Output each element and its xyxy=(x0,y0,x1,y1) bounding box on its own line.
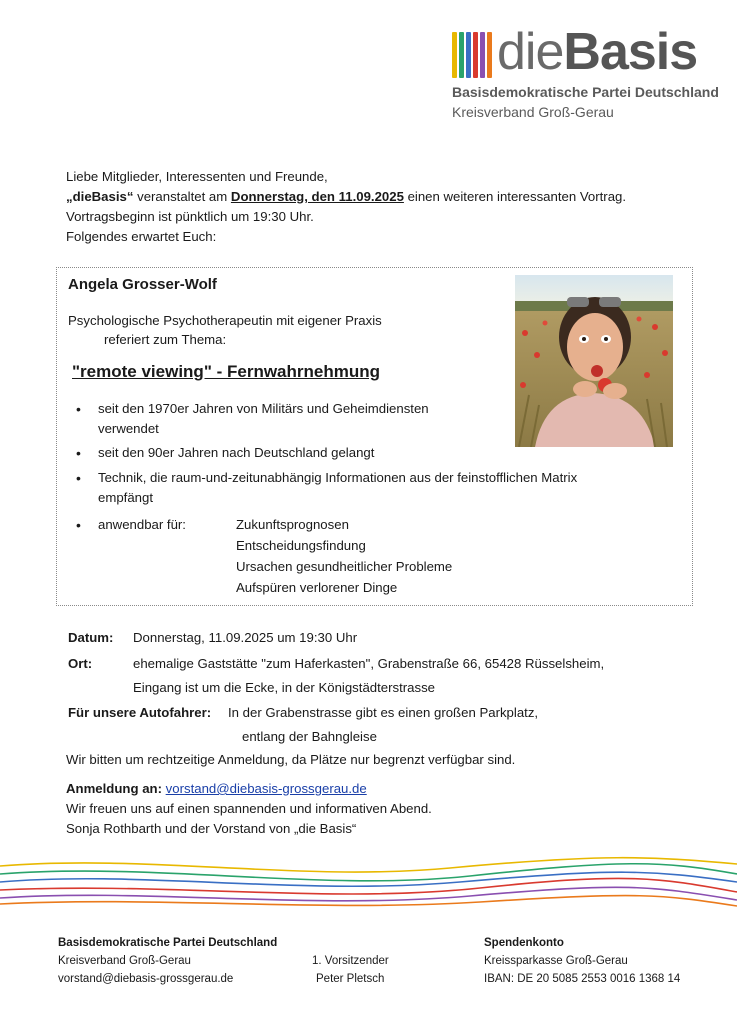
closing-line: Wir freuen uns auf einen spannenden und informativen Abend. xyxy=(66,801,432,816)
logo-wordmark: dieBasis xyxy=(497,23,698,81)
footer-iban: IBAN: DE 20 5085 2553 0016 1368 14 xyxy=(484,973,681,985)
expect-line: Folgendes erwartet Euch: xyxy=(66,229,217,244)
logo-bars xyxy=(452,32,494,78)
bullet-icon: • xyxy=(76,470,81,486)
speaker-role: Psychologische Psychotherapeutin mit eigener Praxis xyxy=(68,313,382,328)
footer-district: Kreisverband Groß-Gerau xyxy=(58,955,191,967)
footer-org-name: Basisdemokratische Partei Deutschland xyxy=(58,937,278,949)
bullet-icon: • xyxy=(76,401,81,417)
logo-bar xyxy=(452,32,457,78)
drivers-value-cont: entlang der Bahngleise xyxy=(242,729,377,744)
bullet-text: seit den 1970er Jahren von Militärs und Geheimdiensten xyxy=(98,401,429,416)
register-line: Anmeldung an: vorstand@diebasis-grossgerau.de xyxy=(66,781,367,796)
footer-email: vorstand@diebasis-grossgerau.de xyxy=(58,973,234,985)
logo-subtitle-district: Kreisverband Groß-Gerau xyxy=(452,104,614,120)
date-label: Datum: xyxy=(68,630,114,645)
footer-bank: Kreissparkasse Groß-Gerau xyxy=(484,955,628,967)
refers-line: referiert zum Thema: xyxy=(104,332,227,347)
logo-bar xyxy=(487,32,492,78)
footer-donation-title: Spendenkonto xyxy=(484,937,564,949)
bullet-text-cont: empfängt xyxy=(98,490,153,505)
intro-line: „dieBasis“ veranstaltet am Donnerstag, den 11.09.2025 einen weiteren interessanten Vortrag. xyxy=(66,189,627,204)
place-label: Ort: xyxy=(68,656,93,671)
logo-bar xyxy=(480,32,485,78)
logo-bar xyxy=(473,32,478,78)
bullet-icon: • xyxy=(76,445,81,461)
start-time-line: Vortragsbeginn ist pünktlich um 19:30 Uhr. xyxy=(66,209,314,224)
logo-bar xyxy=(459,32,464,78)
decorative-wave-lines xyxy=(0,852,737,912)
applicable-item: Zukunftsprognosen xyxy=(236,517,349,532)
register-email-link[interactable]: vorstand@diebasis-grossgerau.de xyxy=(165,781,367,796)
bullet-text: seit den 90er Jahren nach Deutschland gelangt xyxy=(98,445,375,460)
place-value-entrance: Eingang ist um die Ecke, in der Königstädterstrasse xyxy=(133,680,436,695)
logo-subtitle: Basisdemokratische Partei Deutschland xyxy=(452,84,719,100)
bullet-icon: • xyxy=(76,517,81,533)
applicable-item: Entscheidungsfindung xyxy=(236,538,366,553)
footer-chair-name: Peter Pletsch xyxy=(316,973,385,985)
speaker-name: Angela Grosser-Wolf xyxy=(68,276,217,293)
date-value: Donnerstag, 11.09.2025 um 19:30 Uhr xyxy=(133,630,358,645)
footer-chair-title: 1. Vorsitzender xyxy=(312,955,389,967)
logo-bar xyxy=(466,32,471,78)
place-value: ehemalige Gaststätte "zum Haferkasten", Grabenstraße 66, 65428 Rüsselsheim, xyxy=(133,656,605,671)
bullet-text: Technik, die raum-und-zeitunabhängig Informationen aus der feinstofflichen Matrix xyxy=(98,470,578,485)
bullet-text-cont: verwendet xyxy=(98,421,159,436)
talk-topic: "remote viewing" - Fernwahrnehmung xyxy=(72,362,380,381)
applicable-item: Ursachen gesundheitlicher Probleme xyxy=(236,559,453,574)
applicable-label: anwendbar für: xyxy=(98,517,186,532)
greeting: Liebe Mitglieder, Interessenten und Freunde, xyxy=(66,169,328,184)
drivers-value: In der Grabenstrasse gibt es einen großen Parkplatz, xyxy=(228,705,539,720)
drivers-label: Für unsere Autofahrer: xyxy=(68,705,212,720)
signature-line: Sonja Rothbarth und der Vorstand von „die Basis“ xyxy=(66,821,357,836)
registration-request: Wir bitten um rechtzeitige Anmeldung, da Plätze nur begrenzt verfügbar sind. xyxy=(66,752,516,767)
speaker-photo xyxy=(515,275,673,447)
applicable-item: Aufspüren verlorener Dinge xyxy=(236,580,398,595)
speaker-photo-image xyxy=(515,275,673,447)
